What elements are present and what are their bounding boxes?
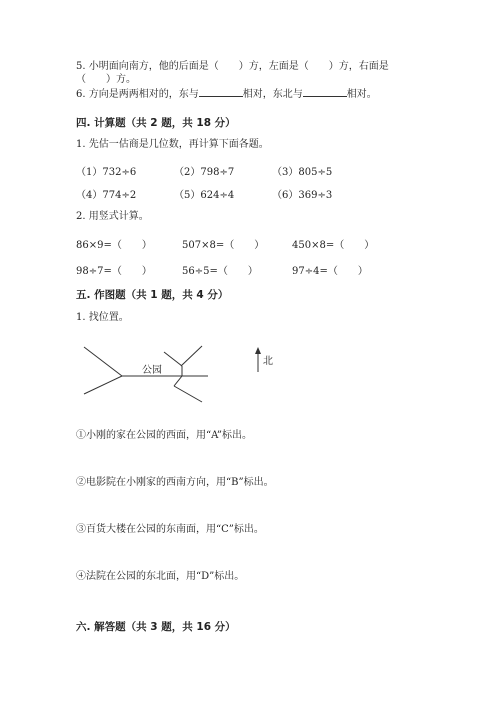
- question-6-part-1: 6. 方向是两两相对的，东与: [76, 89, 199, 100]
- vertical-calc-item: 86×9=（ ）: [76, 240, 152, 251]
- map-road: [84, 376, 122, 394]
- map-task: ③百货大楼在公园的东南面，用“C”标出。: [76, 524, 264, 535]
- section-4-question-1: 1. 先估一估商是几位数，再计算下面各题。: [76, 139, 269, 150]
- map-road: [181, 346, 202, 366]
- estimate-item: （2）798÷7: [174, 167, 235, 178]
- vertical-calc-item: 56÷5=（ ）: [182, 266, 258, 277]
- section-4-question-2: 2. 用竖式计算。: [76, 211, 149, 222]
- map-road: [174, 376, 182, 386]
- question-5-line-1: 5. 小明面向南方，他的后面是（ ）方，左面是（ ）方，右面是: [76, 61, 389, 72]
- section-4-title: 四. 计算题（共 2 题，共 18 分）: [76, 117, 236, 129]
- estimate-item: （1）732÷6: [76, 167, 137, 178]
- question-5-line-2: （ ）方。: [76, 74, 136, 85]
- question-6-part-2: 相对，东北与: [242, 89, 303, 100]
- estimate-item: （4）774÷2: [76, 190, 137, 201]
- question-6-part-3: 相对。: [346, 89, 377, 100]
- section-5-title: 五. 作图题（共 1 题，共 4 分）: [76, 289, 229, 301]
- vertical-calc-item: 507×8=（ ）: [182, 240, 265, 251]
- section-6-title: 六. 解答题（共 3 题，共 16 分）: [76, 621, 236, 633]
- park-label: 公园: [142, 365, 162, 376]
- north-arrow-icon: [255, 347, 261, 354]
- map-road: [174, 386, 202, 402]
- map-road: [164, 352, 182, 366]
- map-task: ④法院在公园的东北面，用“D”标出。: [76, 571, 245, 582]
- vertical-calc-item: 98÷7=（ ）: [76, 266, 152, 277]
- estimate-item: （5）624÷4: [174, 190, 235, 201]
- vertical-calc-item: 450×8=（ ）: [292, 240, 375, 251]
- vertical-calc-item: 97÷4=（ ）: [292, 266, 368, 277]
- estimate-item: （6）369÷3: [272, 190, 333, 201]
- map-road: [84, 347, 122, 376]
- section-5-question-1: 1. 找位置。: [76, 312, 129, 323]
- north-label: 北: [263, 356, 273, 367]
- map-task: ①小刚的家在公园的西面，用“A”标出。: [76, 430, 252, 441]
- estimate-item: （3）805÷5: [272, 167, 333, 178]
- map-task: ②电影院在小刚家的西南方向，用“B”标出。: [76, 477, 274, 488]
